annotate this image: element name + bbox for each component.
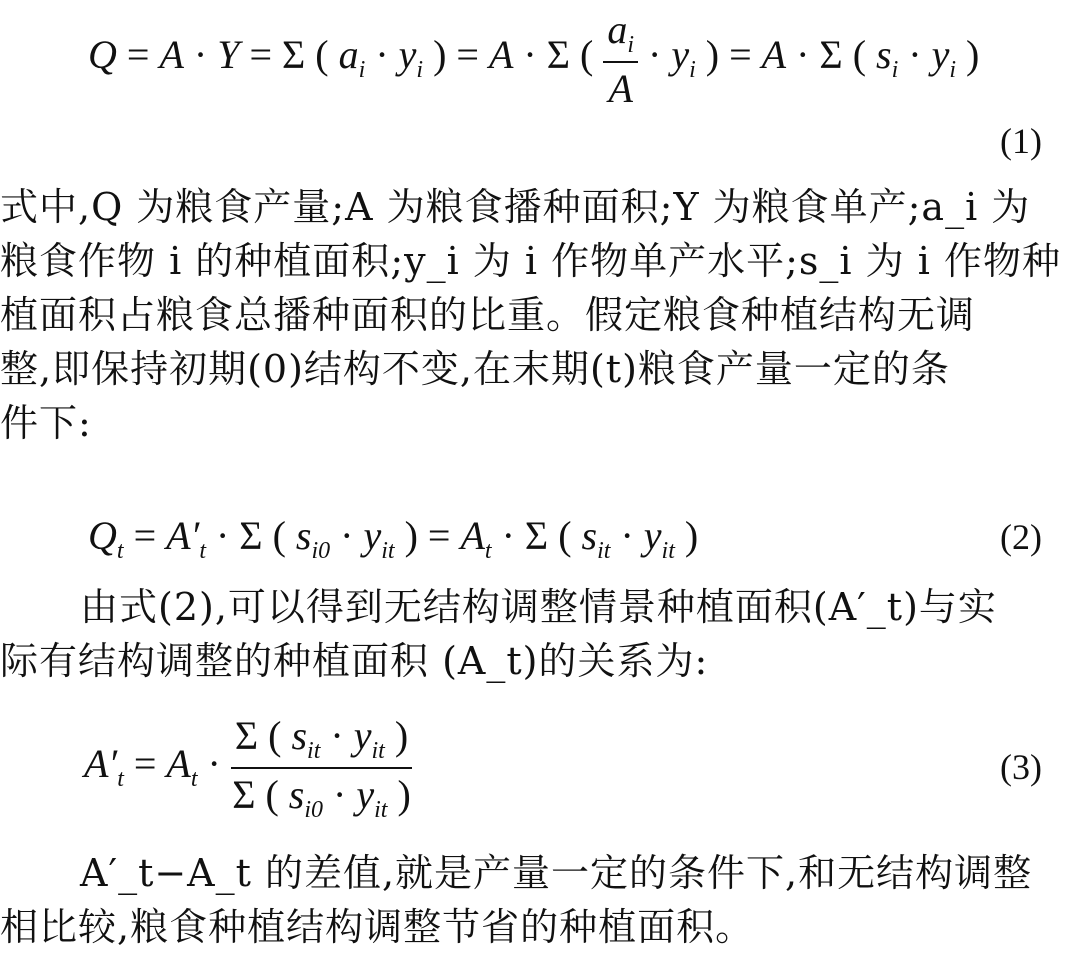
paragraph-2-line-1: 由式(2),可以得到无结构调整情景种植面积(A′_t)与实 (80, 585, 997, 629)
equation-2: $Q_t = A'_t \cdot \Sigma$ ( $s_{i0} \cdot y_{it}$ ) = $A_t \cdot \Sigma$ ( $s_{it} \cdot y_{it}$ ) (88, 513, 699, 564)
equation-1: Q = A · Y = Σ ( $a_i \cdot y_i$ ) = A · Σ ( $\frac{a_i}{A}$ · $y_i$ ) = A · Σ ( $s_i \cdot y_i$ ) (88, 7, 980, 111)
paragraph-1-line-4: 整,即保持初期(0)结构不变,在末期(t)粮食产量一定的条 (0, 347, 950, 391)
paragraph-1-line-5: 件下: (0, 401, 92, 445)
paragraph-3-line-2: 相比较,粮食种植结构调整节省的种植面积。 (0, 905, 755, 949)
equation-1-number: (1) (1000, 121, 1042, 161)
equation-3-number: (3) (1000, 747, 1042, 787)
paragraph-1-line-2: 粮食作物 i 的种植面积;y_i 为 i 作物单产水平;s_i 为 i 作物种 (0, 239, 1061, 283)
paragraph-1 (0, 180, 1080, 450)
paragraph-2-line-2: 际有结构调整的种植面积 (A_t)的关系为: (0, 639, 709, 683)
equation-2-number: (2) (1000, 517, 1042, 557)
paragraph-1-line-3: 植面积占粮食总播种面积的比重。假定粮食种植结构无调 (0, 293, 976, 337)
paragraph-3 (0, 846, 1080, 954)
paragraph-2 (0, 580, 1080, 688)
equation-3: $A'_t = A_t$ · $\frac{\Sigma ( s_{it} \cdot y_{it} )}{\Sigma ( s_{i0} \cdot y_{it} )}$ (84, 713, 411, 823)
paragraph-3-line-1: A′_t−A_t 的差值,就是产量一定的条件下,和无结构调整 (80, 851, 1033, 895)
paragraph-1-line-1: 式中,Q 为粮食产量;A 为粮食播种面积;Y 为粮食单产;a_i 为 (0, 185, 1031, 229)
